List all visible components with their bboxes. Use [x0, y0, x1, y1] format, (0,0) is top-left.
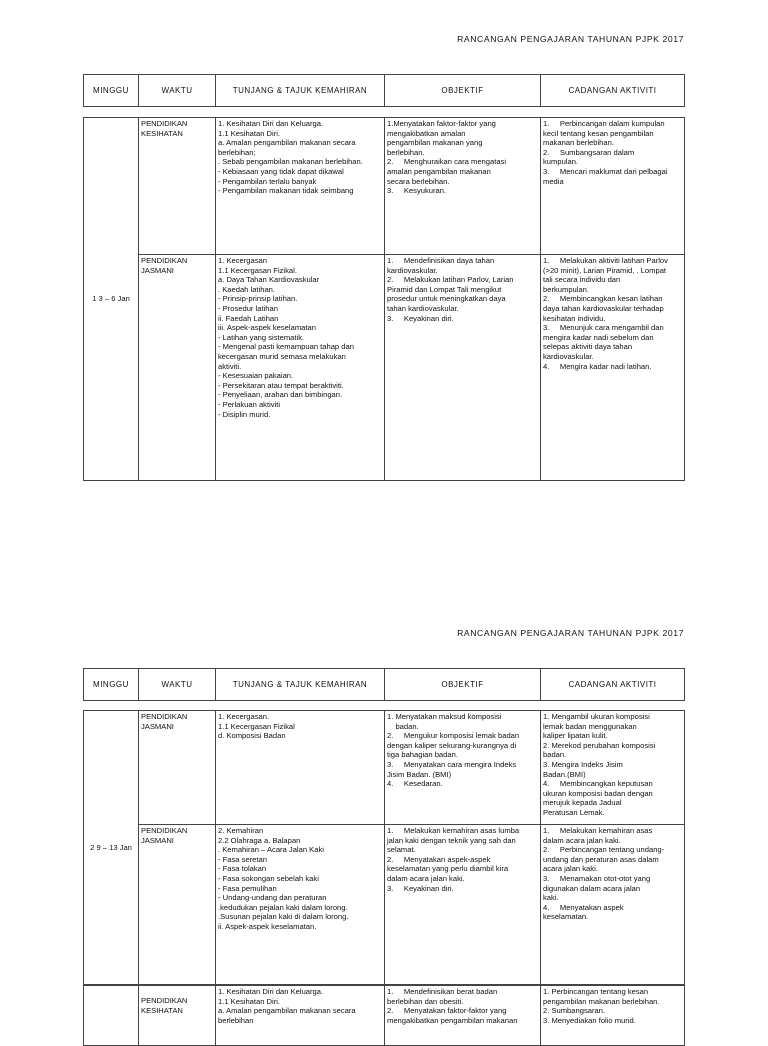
waktu-cell	[139, 711, 215, 731]
col-header-tunjang: TUNJANG & TAJUK KEMAHIRAN	[216, 75, 385, 107]
col-header-aktiviti: CADANGAN AKTIVITI	[541, 75, 685, 107]
cell-line: tali secara individu dan	[543, 275, 621, 285]
cell-line: 2. Menyatakan faktor-faktor yang	[387, 1006, 507, 1016]
cell-line: - Fasa seretan	[218, 854, 267, 864]
objektif-cell	[385, 711, 540, 789]
cell-line: 2. Kemahiran	[218, 826, 264, 835]
waktu-cell	[139, 986, 215, 1015]
cell-line: badan.	[543, 750, 567, 760]
page-header-title: RANCANGAN PENGAJARAN TAHUNAN PJPK 2017	[457, 628, 684, 638]
cell-line: undang dan peraturan asas dalam	[543, 854, 659, 864]
cell-line: Jisim Badan. (BMI)	[387, 769, 452, 779]
objektif-cell	[385, 118, 540, 196]
week-2-table-continued	[83, 985, 685, 1046]
cell-line: JASMANI	[141, 265, 174, 275]
cell-line: 1. Menyatakan maksud komposisi	[387, 712, 502, 721]
aktiviti-cell	[541, 255, 684, 371]
col-header-minggu: MINGGU	[84, 75, 139, 107]
cell-line: daya tahan kardiovaskular terhadap	[543, 303, 664, 313]
col-header-objektif: OBJEKTIF	[385, 75, 541, 107]
cell-line: 2. Mengukur komposisi lemak badan	[387, 731, 520, 741]
week-cell	[84, 986, 139, 1046]
week-cell	[84, 711, 139, 985]
cell-line: 3. Menyediakan folio murid.	[543, 1015, 636, 1025]
col-header-objektif: OBJEKTIF	[385, 669, 541, 701]
cell-line: 1.1 Kesihatan Diri.	[218, 996, 281, 1006]
cell-line: PENDIDIKAN	[141, 996, 188, 1005]
cell-line: 1. Melakukan kemahiran asas lumba	[387, 826, 520, 835]
cell-line: - Fasa tolakan	[218, 864, 267, 874]
cell-line: lemak badan menggunakan	[543, 721, 637, 731]
aktiviti-cell	[541, 986, 684, 1025]
cell-line: merujuk kepada Jadual	[543, 798, 622, 808]
cell-line: 3. Kesyukuran.	[387, 186, 447, 196]
cell-line: 2. Melakukan latihan Parlov, Larian	[387, 275, 514, 285]
cell-line: kaki.	[543, 893, 559, 903]
aktiviti-cell	[541, 825, 684, 922]
cell-line: - Pengambilan makanan tidak seimbang	[218, 186, 354, 196]
cell-line: JASMANI	[141, 721, 174, 731]
cell-line: badan.	[387, 721, 419, 731]
cell-line: - Latihan yang sistematik.	[218, 332, 305, 342]
cell-line: kardiovaskular.	[387, 265, 438, 275]
cell-line: 1.1 Kecergasan Fizikal	[218, 721, 295, 731]
week-1-table	[83, 117, 685, 481]
cell-line: dalam acara jalan kaki.	[543, 835, 621, 845]
cell-line: 2. Menyatakan aspek-aspek	[387, 854, 491, 864]
col-header-aktiviti: CADANGAN AKTIVITI	[541, 669, 685, 701]
cell-line: kecil tentang kesan pengambilan	[543, 128, 654, 138]
cell-line: 2. Menghuraikan cara mengatasi	[387, 157, 507, 167]
cell-line: d. Komposisi Badan	[218, 731, 286, 741]
cell-line: - Prosedur latihan	[218, 303, 278, 313]
col-header-waktu: WAKTU	[139, 669, 216, 701]
cell-line: 2. Membincangkan kesan latihan	[543, 294, 663, 304]
col-header-waktu: WAKTU	[139, 75, 216, 107]
cell-line: - Penyeliaan, arahan dan bimbingan.	[218, 390, 343, 400]
cell-line: 3. Menyatakan cara mengira Indeks	[387, 759, 517, 769]
cell-line: PENDIDIKAN	[141, 256, 188, 265]
cell-line: JASMANI	[141, 835, 174, 845]
cell-line: 2.2 Olahraga a. Balapan	[218, 835, 301, 845]
cell-line: acara jalan kaki.	[543, 864, 598, 874]
cell-line: digunakan dalam acara jalan	[543, 883, 641, 893]
cell-line: 2. Merekod perubahan komposisi	[543, 740, 656, 750]
waktu-cell	[139, 118, 215, 138]
cell-line: selepas aktiviti daya tahan	[543, 342, 633, 352]
cell-line: 4. Mengira kadar nadi latihan.	[543, 361, 652, 371]
cell-line: kardiovaskular.	[543, 351, 594, 361]
cell-line: a. Daya Tahan Kardiovaskular	[218, 275, 320, 285]
cell-line: - Fasa pemulihan	[218, 883, 277, 893]
cell-line: - Kebiasaan yang tidak dapat dikawal	[218, 166, 344, 176]
cell-line: 1. Mengambil ukuran komposisi	[543, 712, 650, 721]
aktiviti-cell	[541, 711, 684, 818]
cell-line: 1. Kecergasan	[218, 256, 267, 265]
cell-line: .kedudukan pejalan kaki dalam lorong.	[218, 902, 348, 912]
cell-line: mengakibatkan amalan	[387, 128, 466, 138]
cell-line: a. Amalan pengambilan makanan secara	[218, 138, 356, 148]
waktu-cell	[139, 825, 215, 845]
cell-line: KESIHATAN	[141, 1005, 183, 1015]
cell-line: amalan pengambilan makanan	[387, 166, 491, 176]
cell-line: ii. Faedah Latihan	[218, 313, 279, 323]
cell-line: ii. Aspek-aspek keselamatan.	[218, 921, 317, 931]
cell-line: 1. Perbincangan tentang kesan	[543, 987, 649, 996]
cell-line: mengira kadar nadi sebelum dan	[543, 332, 654, 342]
cell-line: 1. Perbincangan dalam kumpulan	[543, 119, 665, 128]
week-dates: 3 – 6 Jan	[98, 294, 130, 304]
cell-line: tahan kardiovaskular.	[387, 303, 459, 313]
cell-line: Badan.(BMI)	[543, 769, 586, 779]
cell-line: 3. Keyakinan diri.	[387, 313, 454, 323]
cell-line: tiga bahagian badan.	[387, 750, 458, 760]
cell-line: keselamatan.	[543, 912, 589, 922]
cell-line: mengakibatkan pengambilan makanan	[387, 1015, 518, 1025]
cell-line: . Kemahiran – Acara Jalan Kaki	[218, 845, 324, 855]
cell-line: - Perlakuan aktiviti	[218, 399, 281, 409]
cell-line: secara berlebihan.	[387, 176, 450, 186]
cell-line: - Disiplin murid.	[218, 409, 271, 419]
cell-line: berlebihan.	[387, 147, 425, 157]
cell-line: aktiviti.	[218, 361, 242, 371]
cell-line: 1.1 Kesihatan Diri.	[218, 128, 281, 138]
cell-line: berlebihan dan obesiti.	[387, 996, 464, 1006]
aktiviti-cell	[541, 118, 684, 186]
cell-line: - Pengambilan terlalu banyak	[218, 176, 317, 186]
week-cell	[84, 118, 139, 481]
cell-line: kesihatan individu.	[543, 313, 606, 323]
cell-line: 2. Sumbangsaran dalam	[543, 147, 635, 157]
cell-line: berkumpulan.	[543, 284, 590, 294]
tunjang-cell	[216, 711, 384, 741]
cell-line: 1. Kecergasan.	[218, 712, 270, 721]
objektif-cell	[385, 255, 540, 323]
cell-line: - Mengenal pasti kemampuan tahap dan	[218, 342, 354, 352]
objektif-cell	[385, 825, 540, 893]
cell-line: 3. Mengira Indeks Jisim	[543, 759, 623, 769]
cell-line: berlebihan	[218, 1015, 254, 1025]
tunjang-cell	[216, 118, 384, 196]
cell-line: 1.1 Kecergasan Fizikal.	[218, 265, 297, 275]
page-header-title: RANCANGAN PENGAJARAN TAHUNAN PJPK 2017	[457, 34, 684, 44]
tunjang-cell	[216, 825, 384, 932]
cell-line: 4. Membincangkan keputusan	[543, 779, 653, 789]
cell-line: .Susunan pejalan kaki di dalam lorong.	[218, 912, 349, 922]
table-header-1	[83, 74, 685, 107]
table-header-2	[83, 668, 685, 701]
cell-line: - Kesesuaian pakaian.	[218, 371, 294, 381]
cell-line: - Undang-undang dan peraturan	[218, 893, 327, 903]
cell-line: . Sebab pengambilan makanan berlebihan.	[218, 157, 363, 167]
cell-line: ukuran komposisi badan dengan	[543, 788, 653, 798]
cell-line: Piramid dan Lompat Tali mengikut	[387, 284, 502, 294]
cell-line: kaliper lipatan kulit.	[543, 731, 608, 741]
objektif-cell	[385, 986, 540, 1025]
cell-line: kumpulan.	[543, 157, 579, 167]
cell-line: makanan berlebihan.	[543, 138, 614, 148]
week-number: 1	[92, 294, 97, 304]
cell-line: 3. Menunjuk cara mengambil dan	[543, 323, 664, 333]
waktu-cell	[139, 255, 215, 275]
cell-line: prosedur untuk meningkatkan daya	[387, 294, 506, 304]
cell-line: 1. Kesihatan Diri dan Keluarga.	[218, 119, 324, 128]
cell-line: dengan kaliper sekurang-kurangnya di	[387, 740, 517, 750]
cell-line: Peratusan Lemak.	[543, 807, 605, 817]
cell-line: KESIHATAN	[141, 128, 183, 138]
cell-line: - Prinsip-prinsip latihan.	[218, 294, 298, 304]
cell-line: 1. Kesihatan Diri dan Keluarga.	[218, 987, 324, 996]
col-header-minggu: MINGGU	[84, 669, 139, 701]
cell-line: - Persekitaran atau tempat beraktiviti.	[218, 380, 344, 390]
cell-line: 2. Sumbangsaran.	[543, 1006, 606, 1016]
cell-line: - Fasa sokongan sebelah kaki	[218, 873, 319, 883]
cell-line: 4. Menyatakan aspek	[543, 902, 624, 912]
cell-line: 1. Mendefinisikan berat badan	[387, 987, 498, 996]
cell-line: pengambilan makanan berlebihan.	[543, 996, 660, 1006]
cell-line: PENDIDIKAN	[141, 712, 188, 721]
col-header-tunjang: TUNJANG & TAJUK KEMAHIRAN	[216, 669, 385, 701]
cell-line: PENDIDIKAN	[141, 119, 188, 128]
cell-line: dalam acara jalan kaki.	[387, 873, 465, 883]
cell-line: 4. Kesedaran.	[387, 779, 443, 789]
cell-line: PENDIDIKAN	[141, 826, 188, 835]
week-dates: 9 – 13 Jan	[96, 842, 132, 852]
cell-line: keselamatan yang perlu diambil kira	[387, 864, 509, 874]
cell-line: iii. Aspek-aspek keselamatan	[218, 323, 316, 333]
cell-line: 1. Melakukan aktiviti latihan Parlov	[543, 256, 668, 265]
cell-line: jalan kaki dengan teknik yang sah dan	[387, 835, 516, 845]
cell-line: a. Amalan pengambilan makanan secara	[218, 1006, 356, 1016]
cell-line: 3. Menamakan otot-otot yang	[543, 873, 651, 883]
cell-line: 1. Melakukan kemahiran asas	[543, 826, 653, 835]
cell-line: 3. Keyakinan diri.	[387, 883, 454, 893]
cell-line: . Kaedah latihan.	[218, 284, 275, 294]
cell-line: (>20 minit), Larian Piramid, . Lompat	[543, 265, 667, 275]
week-number: 2	[90, 842, 95, 852]
tunjang-cell	[216, 255, 384, 419]
cell-line: pengambilan makanan yang	[387, 138, 483, 148]
cell-line: 1. Mendefinisikan daya tahan	[387, 256, 495, 265]
cell-line: selamat.	[387, 845, 416, 855]
cell-line: berlebihan;	[218, 147, 256, 157]
cell-line: 1.Menyatakan faktor-faktor yang	[387, 119, 496, 128]
cell-line: 2. Perbincangan tentang undang-	[543, 845, 665, 855]
cell-line: kecergasan murid semasa melakukan	[218, 351, 346, 361]
cell-line: 3. Mencari maklumat dari pelbagai	[543, 166, 668, 176]
week-2-table	[83, 710, 685, 985]
tunjang-cell	[216, 986, 384, 1025]
cell-line: media	[543, 176, 564, 186]
